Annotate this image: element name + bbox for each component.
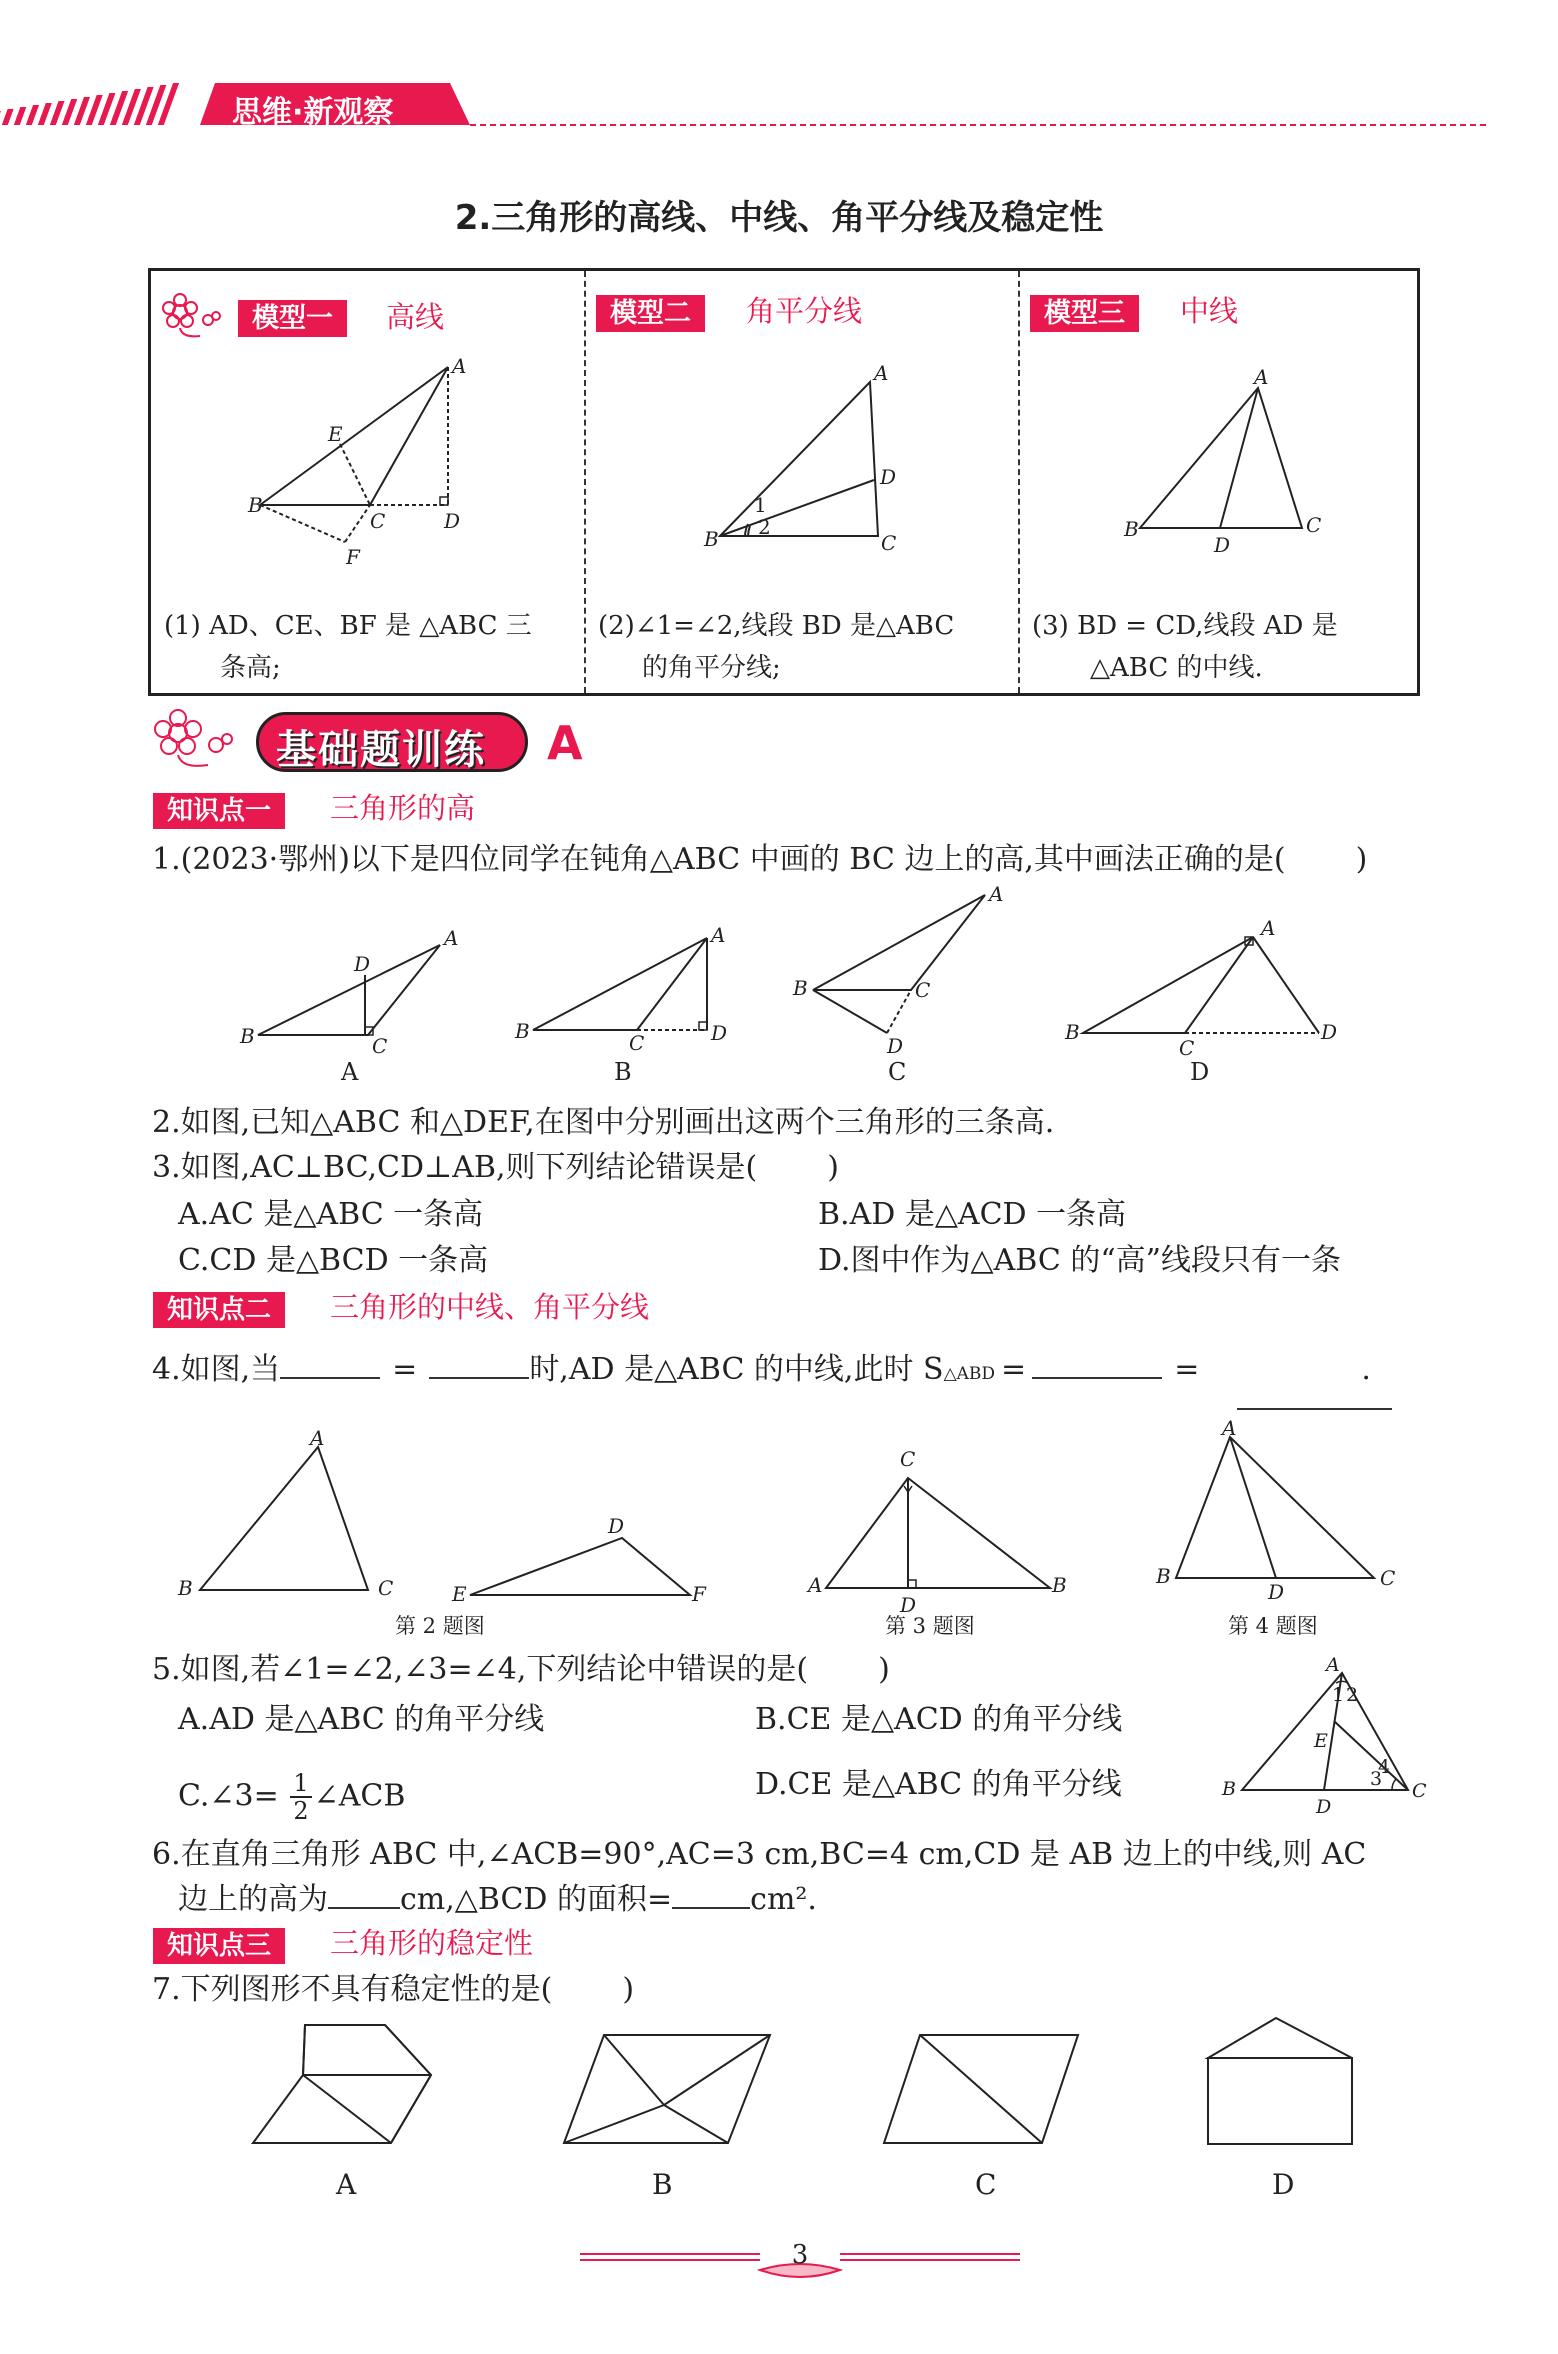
q4-blank-2[interactable]	[429, 1377, 529, 1379]
svg-text:C: C	[629, 1031, 645, 1055]
fig-2-caption: 第 2 题图	[395, 1614, 485, 1638]
svg-text:C: C	[900, 1447, 916, 1471]
model-1-desc-line1: (1) AD、CE、BF 是 △ABC 三	[164, 611, 532, 641]
model-2-name: 角平分线	[746, 294, 863, 328]
q1-figure-b	[505, 918, 745, 1068]
svg-text:D: D	[711, 1021, 728, 1045]
q5-fraction-num: 1	[290, 1770, 311, 1798]
svg-text:A: A	[452, 355, 467, 378]
svg-text:B: B	[1065, 1020, 1080, 1044]
model-2-desc-line1: (2)∠1=∠2,线段 BD 是△ABC	[598, 611, 955, 641]
training-title: 基础题训练	[276, 727, 486, 773]
q4-blank-3[interactable]	[1032, 1377, 1162, 1379]
banner-title: 思维·新观察	[232, 95, 394, 130]
svg-text:B: B	[178, 1576, 193, 1600]
q4-eq3: =	[1174, 1352, 1200, 1387]
q5-option-a[interactable]: A.AD 是△ABC 的角平分线	[178, 1702, 545, 1737]
q1-text	[152, 842, 1368, 877]
svg-text:A: A	[1254, 365, 1269, 389]
q3-option-c[interactable]: C.CD 是△BCD 一条高	[178, 1243, 489, 1278]
q4-mid: 时,AD 是△ABC 的中线,此时 S	[529, 1352, 944, 1387]
svg-text:A: A	[310, 1426, 325, 1450]
svg-text:1: 1	[1332, 1684, 1345, 1706]
model-divider	[1018, 271, 1020, 693]
q3-option-d[interactable]: D.图中作为△ABC 的“高”线段只有一条	[818, 1243, 1342, 1278]
q4-sub: △ABD	[943, 1364, 996, 1384]
kp3-tag: 知识点三	[153, 1928, 285, 1964]
kp1-title: 三角形的高	[330, 791, 476, 825]
q5-fraction-den: 2	[293, 1797, 309, 1826]
q6-blank-1[interactable]	[328, 1907, 400, 1909]
svg-text:D: D	[900, 1593, 917, 1617]
model-1-desc-line2: 条高;	[220, 653, 281, 683]
q4-text	[152, 1352, 1371, 1387]
kp1-tag: 知识点一	[153, 793, 285, 829]
q1-figure-c	[785, 885, 1025, 1065]
q5-fraction	[290, 1770, 311, 1825]
q1-figure-a	[230, 925, 470, 1075]
q6-line2-post: cm².	[750, 1882, 817, 1917]
svg-text:A: A	[711, 923, 726, 947]
fig-2	[170, 1425, 730, 1625]
svg-text:F: F	[692, 1582, 706, 1606]
svg-text:C: C	[1306, 513, 1322, 537]
svg-text:B: B	[515, 1019, 530, 1043]
svg-text:C: C	[1380, 1566, 1396, 1590]
svg-text:C: C	[1179, 1036, 1195, 1060]
q3-close: )	[827, 1150, 839, 1185]
q6-line2-mid: cm,△BCD 的面积=	[400, 1882, 673, 1917]
q4-eq1: =	[392, 1352, 418, 1387]
q1-close: )	[1355, 842, 1368, 877]
svg-text:1: 1	[754, 493, 767, 517]
model-3-desc-line1: (3) BD = CD,线段 AD 是	[1032, 611, 1338, 641]
model-3-tag: 模型三	[1030, 295, 1139, 332]
header-banner	[0, 75, 1558, 135]
fig-3-caption: 第 3 题图	[885, 1614, 975, 1638]
flower-icon	[160, 290, 232, 340]
q5-option-c-pre: C.∠3=	[178, 1778, 279, 1814]
q5-option-c-post: ∠ACB	[313, 1778, 406, 1814]
model-2-tag: 模型二	[596, 295, 705, 332]
q5-option-c[interactable]	[178, 1770, 405, 1825]
q1-option-d-label[interactable]: D	[1190, 1058, 1210, 1086]
svg-text:D: D	[1316, 1796, 1332, 1818]
q1-figure-d	[1055, 915, 1345, 1065]
q4-blank-4[interactable]	[1237, 1408, 1392, 1410]
model-1-name: 高线	[386, 300, 445, 334]
svg-text:E: E	[452, 1582, 467, 1606]
svg-text:A: A	[874, 361, 889, 385]
fig-3	[800, 1440, 1080, 1620]
q3-stem: 3.如图,AC⊥BC,CD⊥AB,则下列结论错误是(	[152, 1150, 758, 1185]
model-3-figure	[1110, 360, 1340, 560]
q7-option-a-label[interactable]: A	[336, 2168, 357, 2201]
q5-option-b[interactable]: B.CE 是△ACD 的角平分线	[755, 1702, 1123, 1737]
q1-option-c-label[interactable]: C	[888, 1058, 907, 1086]
kp2-tag: 知识点二	[153, 1292, 285, 1328]
svg-text:E: E	[328, 422, 343, 446]
q7-figure-d	[1200, 2010, 1360, 2150]
svg-text:B: B	[1222, 1778, 1236, 1800]
svg-text:D: D	[1268, 1580, 1285, 1604]
svg-text:2: 2	[1346, 1684, 1359, 1706]
svg-text:C: C	[370, 509, 386, 533]
svg-text:D: D	[444, 509, 461, 533]
model-3-name: 中线	[1180, 294, 1239, 328]
svg-text:C: C	[372, 1034, 388, 1058]
model-1-tag: 模型一	[238, 300, 347, 337]
svg-text:D: D	[608, 1514, 625, 1538]
svg-text:A: A	[1261, 916, 1276, 940]
section-title: 2.三角形的高线、中线、角平分线及稳定性	[454, 198, 1104, 238]
fig-5	[1210, 1655, 1440, 1825]
q3-option-b[interactable]: B.AD 是△ACD 一条高	[818, 1197, 1127, 1232]
q7-figure-c	[880, 2025, 1090, 2150]
q6-line1: 6.在直角三角形 ABC 中,∠ACB=90°,AC=3 cm,BC=4 cm,CD 是 AB 边上的中线,则 AC	[152, 1837, 1367, 1872]
svg-text:2: 2	[758, 515, 771, 539]
kp3-title: 三角形的稳定性	[330, 1926, 534, 1960]
q7-option-c-label[interactable]: C	[975, 2168, 997, 2201]
model-1-figure	[230, 355, 490, 585]
q4-pre: 4.如图,当	[152, 1352, 281, 1387]
q7-option-d-label[interactable]: D	[1272, 2168, 1295, 2201]
model-2-figure	[690, 360, 930, 560]
q5-option-d[interactable]: D.CE 是△ABC 的角平分线	[755, 1767, 1122, 1802]
q7-close: )	[622, 1972, 635, 2007]
fig-4	[1148, 1415, 1418, 1605]
flower-icon	[150, 705, 250, 775]
svg-text:F: F	[346, 545, 360, 569]
svg-text:C: C	[881, 531, 897, 555]
training-level: A	[547, 716, 583, 770]
svg-text:A: A	[1326, 1655, 1340, 1676]
svg-text:C: C	[915, 978, 931, 1002]
q4-blank-1[interactable]	[280, 1377, 380, 1379]
svg-text:A: A	[808, 1573, 823, 1597]
svg-text:3: 3	[1370, 1768, 1383, 1790]
q1-option-a-label[interactable]: A	[341, 1058, 359, 1086]
svg-text:D: D	[880, 465, 897, 489]
q2-text: 2.如图,已知△ABC 和△DEF,在图中分别画出这两个三角形的三条高.	[152, 1105, 1055, 1140]
q7-figure-a	[245, 2015, 445, 2150]
svg-text:A: A	[989, 885, 1004, 906]
q7-figure-b	[560, 2025, 780, 2150]
q1-stem: 1.(2023·鄂州)以下是四位同学在钝角△ABC 中画的 BC 边上的高,其中画法正确的是(	[152, 842, 1286, 877]
q4-eq2: =	[1001, 1352, 1027, 1387]
svg-text:B: B	[1124, 517, 1139, 541]
svg-text:D: D	[1214, 533, 1231, 557]
svg-text:D: D	[1321, 1020, 1338, 1044]
svg-text:D: D	[887, 1034, 904, 1058]
q4-end: .	[1361, 1352, 1371, 1387]
model-2-desc-line2: 的角平分线;	[642, 653, 781, 683]
q6-line2-pre: 边上的高为	[178, 1882, 328, 1917]
svg-text:B: B	[793, 976, 808, 1000]
svg-text:A: A	[1222, 1416, 1237, 1440]
svg-text:B: B	[704, 527, 719, 551]
svg-text:B: B	[1156, 1564, 1171, 1588]
q7-stem: 7.下列图形不具有稳定性的是(	[152, 1972, 553, 2007]
model-3-desc-line2: △ABC 的中线.	[1090, 653, 1263, 683]
q3-option-a[interactable]: A.AC 是△ABC 一条高	[178, 1197, 484, 1232]
q7-option-b-label[interactable]: B	[652, 2168, 673, 2201]
q5-stem: 5.如图,若∠1=∠2,∠3=∠4,下列结论中错误的是(	[152, 1652, 809, 1687]
svg-text:C: C	[378, 1576, 394, 1600]
model-divider	[584, 271, 586, 693]
page-number: 3	[791, 2240, 809, 2270]
svg-text:B: B	[1052, 1573, 1067, 1597]
svg-text:B: B	[240, 1024, 255, 1048]
svg-text:A: A	[444, 926, 459, 950]
q5-close: )	[878, 1652, 890, 1687]
q5-text	[152, 1652, 890, 1687]
kp2-title: 三角形的中线、角平分线	[330, 1290, 650, 1324]
fig-4-caption: 第 4 题图	[1228, 1614, 1318, 1638]
svg-text:E: E	[1314, 1730, 1328, 1752]
svg-text:C: C	[1412, 1780, 1427, 1802]
q6-blank-2[interactable]	[672, 1907, 750, 1909]
svg-text:B: B	[248, 493, 263, 517]
svg-text:4: 4	[1378, 1756, 1391, 1778]
q7-text	[152, 1972, 635, 2007]
svg-text:D: D	[354, 952, 371, 976]
q3-text	[152, 1150, 839, 1185]
q1-option-b-label[interactable]: B	[614, 1058, 632, 1086]
q6-line2	[178, 1882, 817, 1917]
